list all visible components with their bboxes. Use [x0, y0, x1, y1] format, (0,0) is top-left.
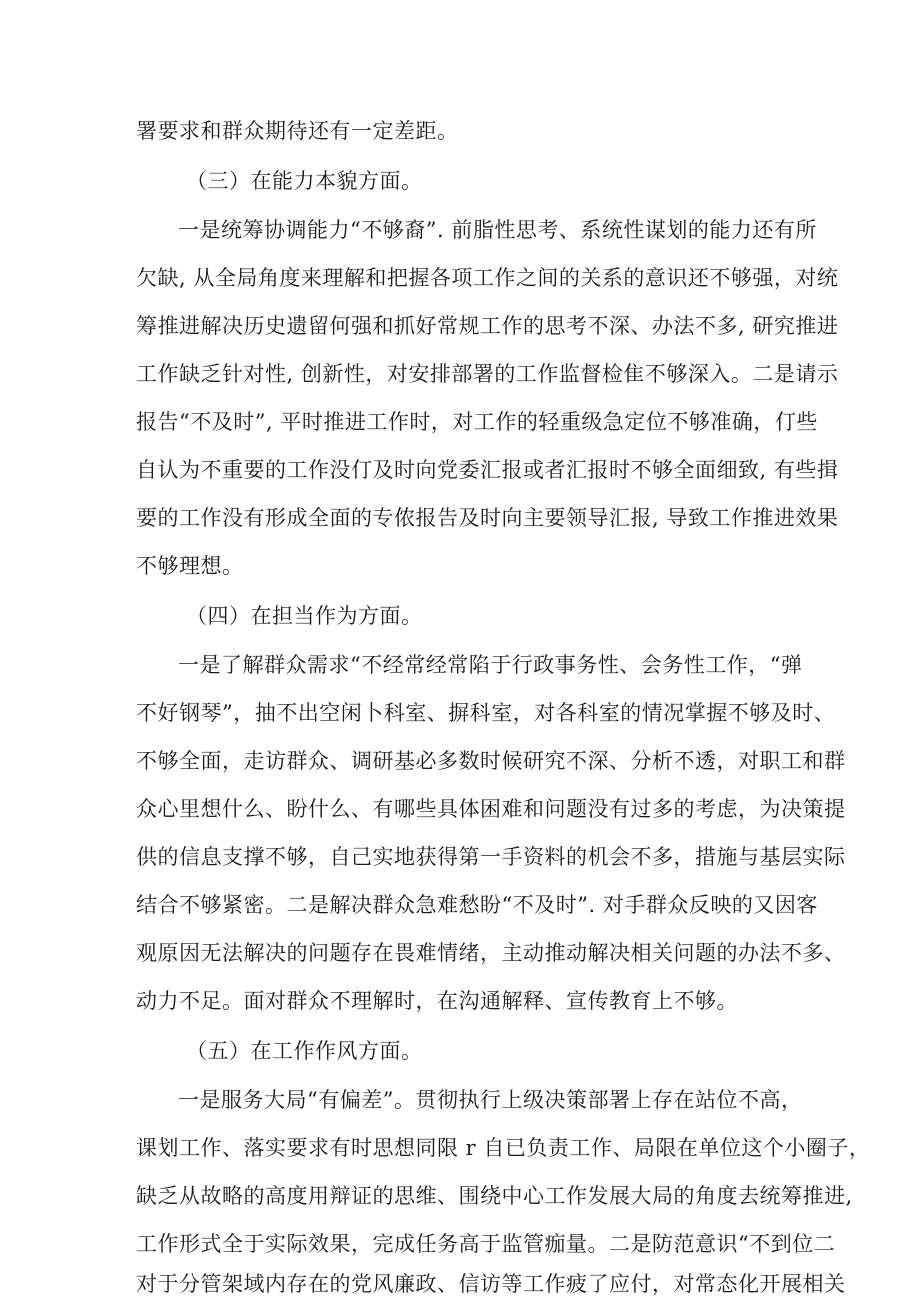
text-line: 要的工作没有形成全面的专侬报告及时向主要领导汇报, 导致工作推进效果	[136, 506, 839, 530]
text-line: 欠缺, 从全局角度来理解和把握各项工作之间的关系的意识还不够强，对统	[136, 266, 839, 290]
text-line: 动力不足。面对群众不理解时，在沟通解释、宣传教育上不够。	[136, 989, 738, 1013]
text-line: 一是统筹协调能力“不够裔”. 前脂性思考、系统性谋划的能力还有所	[178, 218, 817, 242]
text-line: 对于分管架域内存在的党风廉政、信访等工作疲了应付，对常态化开展相关	[136, 1272, 846, 1296]
text-line: 众心里想什么、盼什么、有哪些具体困难和问题没有过多的考虑，为决策提	[136, 797, 846, 821]
section-heading: （五）在工作作风方面。	[186, 1039, 423, 1063]
text-line: 一是服务大局“有偏差”。贯彻执行上级决策部署上存在站位不高，	[178, 1088, 803, 1112]
text-line: 工作缺乏针对性, 创新性，对安排部署的工作监督检隹不够深入。二是请示	[136, 362, 839, 386]
text-line: 报告“不及时”, 平时推进工作时，对工作的轻重级急定位不够准确，仃些	[136, 410, 818, 434]
section-heading: （四）在担当作为方面。	[186, 604, 423, 628]
text-line: 自认为不重要的工作没仃及时向党委汇报或者汇报时不够全面细致, 有些揖	[136, 458, 839, 482]
text-line: 工作形式全于实际效果，完成任务高于监管痂量。二是防范意识“不到位二	[136, 1232, 836, 1256]
section-heading: （三）在能力本貌方面。	[186, 169, 423, 193]
text-line: 供的信息支撑不够，自己实地获得第一手资料的机会不多，措施与基层实际	[136, 845, 846, 869]
text-line: 筹推进解决历史遗留何强和抓好常规工作的思考不深、办法不多, 研究推进	[136, 314, 839, 338]
text-line: 缺乏从故略的高度用辩证的思维、围绕中心工作发展大局的角度去统筹推进,	[136, 1184, 853, 1208]
text-line: 结合不够紧密。二是解决群众急难愁盼“不及时”. 对手群众反映的又因客	[136, 893, 818, 917]
text-line: 不够理想。	[136, 554, 244, 578]
text-line: 署要求和群众期待还有一定差距。	[136, 119, 459, 143]
text-line: 不好钢琴”，抽不出空闲卜科室、摒科室，对各科室的情况掌握不够及时、	[136, 701, 836, 725]
text-line: 一是了解群众需求“不经常经常陷于行政事务性、会务性工作，“弹	[178, 653, 803, 677]
text-line: 观原因无法解决的问题存在畏难情绪，主动推动解决相关问题的办法不多、	[136, 941, 846, 965]
text-line: 不够全面，走访群众、调研基必多数时候研究不深、分析不透，对职工和群	[136, 749, 846, 773]
text-line: 课划工作、落实要求有时思想同限 r 自已负责工作、局限在单位这个小圈子，	[136, 1136, 871, 1160]
